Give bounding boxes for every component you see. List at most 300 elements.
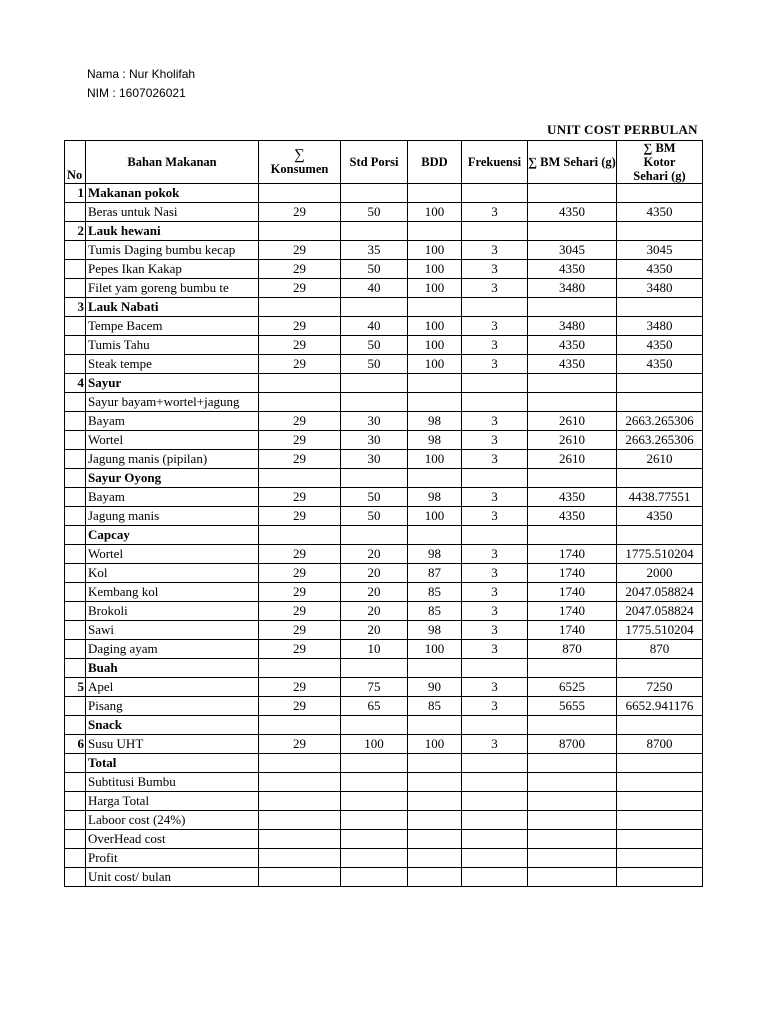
cell-frekuensi	[462, 754, 528, 773]
table-row	[65, 412, 703, 431]
table-row	[65, 222, 703, 241]
cell-bdd	[408, 868, 462, 887]
cell-frekuensi	[462, 868, 528, 887]
cell-no: 2	[65, 222, 86, 241]
cell-bm-kotor-sehari: 2663.265306	[617, 412, 703, 431]
cell-frekuensi: 3	[462, 488, 528, 507]
cell-bdd: 100	[408, 336, 462, 355]
cell-bm-kotor-sehari	[617, 754, 703, 773]
cell-no	[65, 336, 86, 355]
cell-konsumen	[259, 811, 341, 830]
cell-frekuensi: 3	[462, 355, 528, 374]
cell-bahan-makanan: Beras untuk Nasi	[86, 203, 259, 222]
table-row	[65, 241, 703, 260]
table-row	[65, 564, 703, 583]
cell-no	[65, 203, 86, 222]
cell-frekuensi	[462, 849, 528, 868]
cell-bdd	[408, 298, 462, 317]
cell-bm-kotor-sehari: 4350	[617, 260, 703, 279]
cell-konsumen: 29	[259, 260, 341, 279]
table-row	[65, 279, 703, 298]
cell-bm-kotor-sehari: 4350	[617, 355, 703, 374]
cell-bahan-makanan: Tumis Daging bumbu kecap	[86, 241, 259, 260]
document-title: UNIT COST PERBULAN	[547, 122, 698, 137]
cell-bm-sehari: 1740	[528, 545, 617, 564]
cell-std-porsi	[341, 298, 408, 317]
cell-bahan-makanan: Buah	[86, 659, 259, 678]
cell-bm-kotor-sehari: 8700	[617, 735, 703, 754]
cell-bm-sehari: 2610	[528, 431, 617, 450]
table-row	[65, 355, 703, 374]
cell-no	[65, 868, 86, 887]
cell-bdd	[408, 184, 462, 203]
cell-bm-sehari	[528, 868, 617, 887]
cell-bdd	[408, 659, 462, 678]
table-row	[65, 678, 703, 697]
cell-frekuensi: 3	[462, 697, 528, 716]
cell-konsumen: 29	[259, 336, 341, 355]
cell-bm-sehari	[528, 526, 617, 545]
cell-frekuensi: 3	[462, 507, 528, 526]
cell-bdd: 100	[408, 640, 462, 659]
cell-bm-kotor-sehari: 870	[617, 640, 703, 659]
cell-bahan-makanan: Kembang kol	[86, 583, 259, 602]
cell-konsumen: 29	[259, 507, 341, 526]
cell-konsumen	[259, 469, 341, 488]
cell-std-porsi: 50	[341, 336, 408, 355]
col-header-bm-kotor-line3: Sehari (g)	[633, 169, 686, 183]
cell-bm-kotor-sehari	[617, 792, 703, 811]
cell-bm-sehari	[528, 469, 617, 488]
cell-no	[65, 583, 86, 602]
cell-no	[65, 754, 86, 773]
cell-bm-sehari: 1740	[528, 621, 617, 640]
col-header-konsumen	[259, 141, 341, 184]
cell-bdd	[408, 811, 462, 830]
cell-bdd: 100	[408, 260, 462, 279]
cell-bm-kotor-sehari	[617, 374, 703, 393]
cell-std-porsi: 50	[341, 260, 408, 279]
cell-bdd	[408, 526, 462, 545]
cell-bahan-makanan: Makanan pokok	[86, 184, 259, 203]
cell-bahan-makanan: Sayur bayam+wortel+jagung	[86, 393, 259, 412]
cell-frekuensi	[462, 393, 528, 412]
cell-bm-sehari	[528, 792, 617, 811]
cell-no	[65, 317, 86, 336]
cell-konsumen: 29	[259, 241, 341, 260]
cell-konsumen: 29	[259, 279, 341, 298]
cell-bahan-makanan: Wortel	[86, 431, 259, 450]
table-row	[65, 811, 703, 830]
cell-bahan-makanan: Tumis Tahu	[86, 336, 259, 355]
cell-bahan-makanan: Susu UHT	[86, 735, 259, 754]
cell-bdd	[408, 773, 462, 792]
cell-std-porsi: 30	[341, 450, 408, 469]
table-row	[65, 697, 703, 716]
cell-std-porsi	[341, 849, 408, 868]
cell-bahan-makanan: OverHead cost	[86, 830, 259, 849]
cell-no	[65, 469, 86, 488]
cell-bm-sehari: 4350	[528, 203, 617, 222]
cell-bahan-makanan: Wortel	[86, 545, 259, 564]
cell-bdd: 100	[408, 279, 462, 298]
cell-std-porsi	[341, 773, 408, 792]
table-row	[65, 336, 703, 355]
cell-bahan-makanan: Sayur Oyong	[86, 469, 259, 488]
cell-bdd: 85	[408, 697, 462, 716]
cell-no	[65, 716, 86, 735]
col-header-frekuensi: Frekuensi	[462, 141, 528, 184]
cell-frekuensi: 3	[462, 545, 528, 564]
cell-std-porsi: 10	[341, 640, 408, 659]
cell-frekuensi	[462, 184, 528, 203]
cell-no	[65, 355, 86, 374]
table-row	[65, 374, 703, 393]
cell-bdd	[408, 374, 462, 393]
cell-konsumen: 29	[259, 545, 341, 564]
cell-bm-sehari: 5655	[528, 697, 617, 716]
cell-bm-kotor-sehari	[617, 811, 703, 830]
cell-bm-sehari	[528, 374, 617, 393]
cell-std-porsi	[341, 469, 408, 488]
cell-std-porsi: 40	[341, 279, 408, 298]
cell-no: 6	[65, 735, 86, 754]
cell-frekuensi	[462, 526, 528, 545]
cell-frekuensi: 3	[462, 564, 528, 583]
cell-konsumen	[259, 849, 341, 868]
cell-bdd: 98	[408, 431, 462, 450]
cell-konsumen: 29	[259, 564, 341, 583]
cell-konsumen: 29	[259, 412, 341, 431]
cell-konsumen	[259, 659, 341, 678]
cell-konsumen: 29	[259, 355, 341, 374]
cell-bm-sehari: 3480	[528, 317, 617, 336]
cell-frekuensi: 3	[462, 203, 528, 222]
cell-bm-kotor-sehari	[617, 298, 703, 317]
cell-std-porsi	[341, 393, 408, 412]
cell-std-porsi: 50	[341, 488, 408, 507]
cell-bm-kotor-sehari	[617, 184, 703, 203]
cell-bm-kotor-sehari: 3480	[617, 317, 703, 336]
cell-no	[65, 849, 86, 868]
cell-konsumen	[259, 374, 341, 393]
cell-frekuensi: 3	[462, 317, 528, 336]
table-row	[65, 659, 703, 678]
table-row	[65, 526, 703, 545]
cell-bm-sehari: 4350	[528, 507, 617, 526]
cell-std-porsi	[341, 716, 408, 735]
cell-bm-sehari	[528, 184, 617, 203]
cell-bm-sehari: 2610	[528, 450, 617, 469]
cell-bahan-makanan: Profit	[86, 849, 259, 868]
table-row	[65, 507, 703, 526]
cell-bdd	[408, 830, 462, 849]
cell-bm-kotor-sehari: 3045	[617, 241, 703, 260]
cell-no	[65, 526, 86, 545]
cell-konsumen: 29	[259, 640, 341, 659]
cell-konsumen	[259, 184, 341, 203]
cell-bdd: 100	[408, 507, 462, 526]
cell-bahan-makanan: Filet yam goreng bumbu te	[86, 279, 259, 298]
cell-no	[65, 450, 86, 469]
table-row	[65, 260, 703, 279]
cell-bm-kotor-sehari: 4350	[617, 336, 703, 355]
cell-bdd	[408, 393, 462, 412]
cell-bm-kotor-sehari	[617, 830, 703, 849]
cell-bm-sehari	[528, 659, 617, 678]
cell-bahan-makanan: Bayam	[86, 412, 259, 431]
cell-bm-kotor-sehari: 6652.941176	[617, 697, 703, 716]
student-nim: NIM : 1607026021	[87, 86, 186, 100]
cell-std-porsi: 20	[341, 583, 408, 602]
col-header-bm-kotor-line1: ∑ BM	[643, 141, 676, 155]
col-header-bm-sehari: ∑ BM Sehari (g)	[528, 141, 617, 184]
cell-konsumen: 29	[259, 678, 341, 697]
cell-bahan-makanan: Kol	[86, 564, 259, 583]
cell-konsumen	[259, 773, 341, 792]
table-row	[65, 849, 703, 868]
cell-konsumen	[259, 222, 341, 241]
cell-std-porsi: 20	[341, 621, 408, 640]
cell-std-porsi	[341, 868, 408, 887]
cell-bm-kotor-sehari	[617, 469, 703, 488]
col-header-konsumen-label: Konsumen	[270, 162, 329, 176]
student-name: Nama : Nur Kholifah	[87, 67, 196, 81]
table-row	[65, 203, 703, 222]
cell-bahan-makanan: Unit cost/ bulan	[86, 868, 259, 887]
cell-no	[65, 545, 86, 564]
cell-no	[65, 412, 86, 431]
cell-frekuensi	[462, 716, 528, 735]
cell-std-porsi: 75	[341, 678, 408, 697]
cell-bm-kotor-sehari: 2047.058824	[617, 583, 703, 602]
cell-bdd	[408, 754, 462, 773]
cell-bm-kotor-sehari: 2663.265306	[617, 431, 703, 450]
cell-no	[65, 241, 86, 260]
cell-konsumen: 29	[259, 317, 341, 336]
cell-konsumen: 29	[259, 488, 341, 507]
cell-bahan-makanan: Laboor cost (24%)	[86, 811, 259, 830]
cell-konsumen: 29	[259, 697, 341, 716]
cell-std-porsi	[341, 659, 408, 678]
cell-bdd: 98	[408, 621, 462, 640]
table-row	[65, 830, 703, 849]
cell-bm-sehari: 6525	[528, 678, 617, 697]
cell-konsumen	[259, 868, 341, 887]
cell-konsumen	[259, 298, 341, 317]
cell-bdd: 100	[408, 450, 462, 469]
table-row	[65, 735, 703, 754]
cell-std-porsi	[341, 754, 408, 773]
cell-bm-sehari	[528, 830, 617, 849]
cell-bahan-makanan: Subtitusi Bumbu	[86, 773, 259, 792]
cell-bm-kotor-sehari	[617, 868, 703, 887]
table-row	[65, 716, 703, 735]
cell-frekuensi	[462, 773, 528, 792]
cell-bahan-makanan: Tempe Bacem	[86, 317, 259, 336]
table-row	[65, 469, 703, 488]
cell-bm-kotor-sehari	[617, 659, 703, 678]
cell-no: 1	[65, 184, 86, 203]
cell-std-porsi: 35	[341, 241, 408, 260]
cell-bm-kotor-sehari: 4350	[617, 203, 703, 222]
cell-konsumen: 29	[259, 431, 341, 450]
cell-bm-sehari	[528, 754, 617, 773]
cell-bdd	[408, 469, 462, 488]
table-row	[65, 640, 703, 659]
cell-konsumen	[259, 830, 341, 849]
cell-no	[65, 640, 86, 659]
cell-frekuensi: 3	[462, 583, 528, 602]
cell-bm-kotor-sehari	[617, 393, 703, 412]
cell-no	[65, 602, 86, 621]
cell-bm-kotor-sehari: 4438.77551	[617, 488, 703, 507]
cell-bm-sehari: 2610	[528, 412, 617, 431]
cell-bm-kotor-sehari	[617, 849, 703, 868]
table-row	[65, 488, 703, 507]
cell-frekuensi: 3	[462, 260, 528, 279]
col-header-bm-kotor-sehari	[617, 141, 703, 184]
table-row	[65, 583, 703, 602]
cell-frekuensi: 3	[462, 621, 528, 640]
col-header-bahan-makanan: Bahan Makanan	[86, 141, 259, 184]
col-header-bdd: BDD	[408, 141, 462, 184]
cell-bm-sehari	[528, 716, 617, 735]
cell-bm-kotor-sehari: 2000	[617, 564, 703, 583]
cell-bdd	[408, 849, 462, 868]
cell-bdd: 100	[408, 735, 462, 754]
cell-frekuensi: 3	[462, 735, 528, 754]
cell-no	[65, 811, 86, 830]
cell-bdd: 100	[408, 355, 462, 374]
unit-cost-table	[64, 140, 703, 887]
cell-bdd	[408, 792, 462, 811]
col-header-no: No	[65, 141, 86, 184]
cell-frekuensi	[462, 830, 528, 849]
cell-bm-sehari	[528, 849, 617, 868]
cell-bdd: 98	[408, 545, 462, 564]
cell-frekuensi: 3	[462, 450, 528, 469]
cell-std-porsi: 50	[341, 355, 408, 374]
col-header-bm-kotor-line2: Kotor	[643, 155, 676, 169]
sigma-symbol: ∑	[294, 147, 305, 163]
cell-bahan-makanan: Apel	[86, 678, 259, 697]
cell-bahan-makanan: Pepes Ikan Kakap	[86, 260, 259, 279]
table-row	[65, 393, 703, 412]
cell-bm-sehari: 1740	[528, 602, 617, 621]
cell-std-porsi	[341, 222, 408, 241]
cell-bm-kotor-sehari: 7250	[617, 678, 703, 697]
cell-frekuensi	[462, 811, 528, 830]
cell-no	[65, 564, 86, 583]
table-row	[65, 773, 703, 792]
cell-std-porsi: 20	[341, 564, 408, 583]
cell-no	[65, 697, 86, 716]
cell-konsumen	[259, 792, 341, 811]
cell-bdd: 100	[408, 203, 462, 222]
cell-konsumen	[259, 716, 341, 735]
cell-bm-sehari: 1740	[528, 564, 617, 583]
cell-no	[65, 431, 86, 450]
table-row	[65, 754, 703, 773]
cell-no	[65, 260, 86, 279]
cell-bm-sehari: 4350	[528, 488, 617, 507]
cell-konsumen: 29	[259, 735, 341, 754]
cell-frekuensi: 3	[462, 412, 528, 431]
cell-konsumen	[259, 393, 341, 412]
cell-bm-sehari: 8700	[528, 735, 617, 754]
cell-no	[65, 792, 86, 811]
cell-bm-sehari: 870	[528, 640, 617, 659]
cell-bdd: 90	[408, 678, 462, 697]
cell-frekuensi: 3	[462, 640, 528, 659]
cell-bdd: 100	[408, 317, 462, 336]
table-row	[65, 621, 703, 640]
cell-std-porsi: 20	[341, 602, 408, 621]
cell-std-porsi: 100	[341, 735, 408, 754]
table-row	[65, 317, 703, 336]
cell-konsumen: 29	[259, 621, 341, 640]
table-row	[65, 431, 703, 450]
cell-bdd: 100	[408, 241, 462, 260]
cell-std-porsi	[341, 526, 408, 545]
table-row	[65, 545, 703, 564]
cell-bdd: 85	[408, 583, 462, 602]
cell-no: 4	[65, 374, 86, 393]
cell-bahan-makanan: Jagung manis	[86, 507, 259, 526]
cell-bdd: 98	[408, 488, 462, 507]
cell-bm-kotor-sehari: 2047.058824	[617, 602, 703, 621]
cell-konsumen	[259, 754, 341, 773]
cell-bm-kotor-sehari	[617, 222, 703, 241]
cell-no: 5	[65, 678, 86, 697]
cell-std-porsi	[341, 374, 408, 393]
cell-std-porsi	[341, 811, 408, 830]
cell-bm-kotor-sehari: 1775.510204	[617, 545, 703, 564]
cell-frekuensi: 3	[462, 431, 528, 450]
table-row	[65, 298, 703, 317]
cell-bm-sehari: 1740	[528, 583, 617, 602]
cell-frekuensi: 3	[462, 678, 528, 697]
cell-frekuensi: 3	[462, 279, 528, 298]
cell-std-porsi: 30	[341, 412, 408, 431]
cell-bdd: 98	[408, 412, 462, 431]
table-row	[65, 868, 703, 887]
cell-bahan-makanan: Lauk Nabati	[86, 298, 259, 317]
cell-konsumen: 29	[259, 203, 341, 222]
cell-bm-sehari: 4350	[528, 355, 617, 374]
col-header-std-porsi: Std Porsi	[341, 141, 408, 184]
cell-bm-sehari	[528, 298, 617, 317]
cell-no	[65, 393, 86, 412]
cell-bm-sehari: 3045	[528, 241, 617, 260]
cell-bdd	[408, 716, 462, 735]
cell-no	[65, 659, 86, 678]
cell-konsumen: 29	[259, 583, 341, 602]
cell-bahan-makanan: Steak tempe	[86, 355, 259, 374]
cell-bm-sehari: 3480	[528, 279, 617, 298]
table-row	[65, 602, 703, 621]
cell-frekuensi	[462, 469, 528, 488]
cell-std-porsi	[341, 830, 408, 849]
cell-no	[65, 507, 86, 526]
cell-no	[65, 830, 86, 849]
cell-bm-kotor-sehari: 2610	[617, 450, 703, 469]
table-row	[65, 792, 703, 811]
cell-frekuensi: 3	[462, 602, 528, 621]
cell-bahan-makanan: Total	[86, 754, 259, 773]
cell-bahan-makanan: Daging ayam	[86, 640, 259, 659]
